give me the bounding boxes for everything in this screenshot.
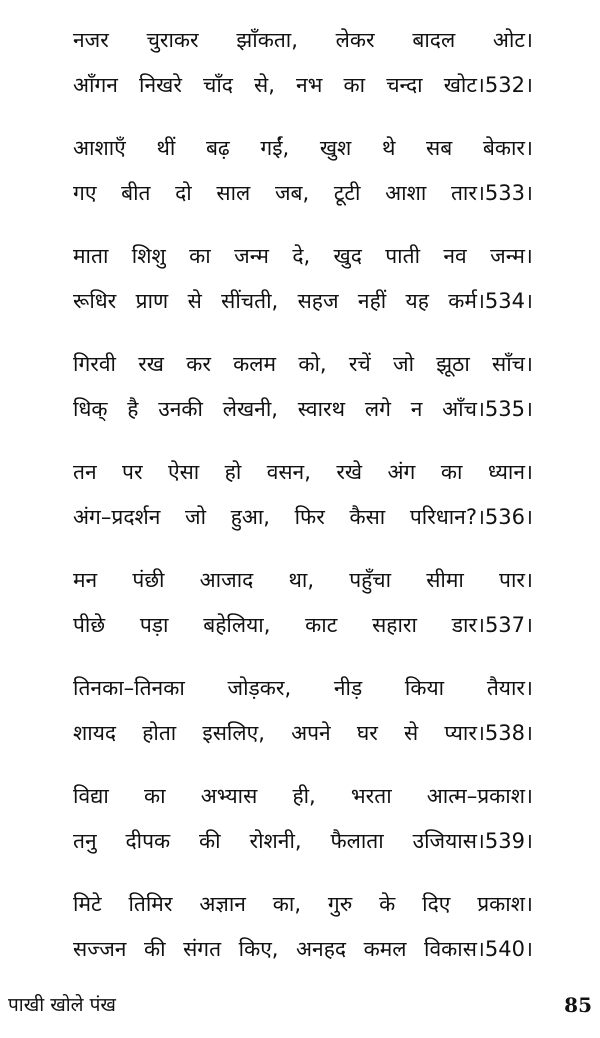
verse-word: सब xyxy=(426,136,453,160)
verse-word: नीड़ xyxy=(333,676,363,700)
verse-word: आशा xyxy=(385,181,427,205)
verse-word: लगे xyxy=(364,397,391,421)
verse-word: को, xyxy=(298,352,327,376)
verse-word: पहुँचा xyxy=(349,568,392,592)
verse-word: प्रकाश। xyxy=(477,892,533,916)
verse-word: का xyxy=(143,784,166,808)
couplet xyxy=(73,882,533,990)
verse-word: जो xyxy=(185,505,207,529)
verse-word: बेकार। xyxy=(482,136,533,160)
verse-word: पीछे xyxy=(73,613,106,637)
verse-word: दो xyxy=(175,181,192,205)
verse-word: मिटे xyxy=(73,892,102,916)
verse-line xyxy=(73,18,533,63)
verse-word: का xyxy=(343,73,366,97)
verse-word: होता xyxy=(142,721,177,745)
verse-word: आत्म–प्रकाश। xyxy=(426,784,533,808)
verse-word: दे, xyxy=(292,244,311,268)
couplet xyxy=(73,18,533,126)
verse-word: बढ़ xyxy=(205,136,230,160)
verse-word: बहेलिया, xyxy=(203,613,271,637)
verse-word: तिनका–तिनका xyxy=(73,676,185,700)
verse-word: निखरे xyxy=(139,73,182,97)
couplet xyxy=(73,666,533,774)
verse-word: गिरवी xyxy=(73,352,116,376)
verse-word: नहीं xyxy=(357,289,387,313)
couplet xyxy=(73,774,533,882)
verse-word: खुद xyxy=(333,244,362,268)
verse-word: शिशु xyxy=(131,244,166,268)
verse-word: दीपक xyxy=(125,829,171,853)
verse-word: थीं xyxy=(156,136,176,160)
verse-word: परिधान?।536। xyxy=(409,505,533,529)
verse-word: का xyxy=(189,244,211,268)
verse-word: फैलाता xyxy=(330,829,384,853)
verse-word: अपने xyxy=(291,721,331,745)
verse-word: अनहद xyxy=(296,937,347,961)
verse-word: घर xyxy=(356,721,378,745)
verse-word: जन्म। xyxy=(490,244,533,268)
verse-word: पाती xyxy=(385,244,421,268)
verse-word: अंग xyxy=(387,460,416,484)
couplet xyxy=(73,126,533,234)
verse-line xyxy=(73,666,533,711)
verse-line xyxy=(73,171,533,216)
book-title: पाखी खोले पंख xyxy=(8,994,116,1016)
verse-word: न xyxy=(410,397,423,421)
couplet xyxy=(73,558,533,666)
verse-word: ही, xyxy=(292,784,316,808)
verse-word: अंग–प्रदर्शन xyxy=(73,505,161,529)
page-number: 85 xyxy=(564,993,592,1017)
verse-word: जन्म xyxy=(234,244,269,268)
verse-line xyxy=(73,279,533,324)
verse-word: यह xyxy=(405,289,429,313)
verse-word: भरता xyxy=(350,784,392,808)
verse-word: रूधिर xyxy=(73,289,117,313)
verse-word: गईं, xyxy=(260,136,290,160)
verse-word: तनु xyxy=(73,829,97,853)
verse-word: गुरु xyxy=(327,892,353,916)
verse-word: हुआ, xyxy=(230,505,270,529)
verse-word: पंछी xyxy=(132,568,165,592)
verse-word: की xyxy=(199,829,221,853)
verse-word: गए xyxy=(73,181,97,205)
verse-line xyxy=(73,882,533,927)
verse-word: के xyxy=(379,892,396,916)
verse-word: है xyxy=(127,397,139,421)
verse-word: टूटी xyxy=(333,181,361,205)
verse-word: का, xyxy=(272,892,302,916)
verse-word: ओट। xyxy=(492,28,533,52)
verse-word: खोट।532। xyxy=(443,73,533,97)
verse-word: आँच।535। xyxy=(442,397,533,421)
verse-word: आशाएँ xyxy=(73,136,126,160)
verse-word: चुराकर xyxy=(146,28,199,52)
verse-line xyxy=(73,927,533,972)
verse-word: कलम xyxy=(233,352,277,376)
verse-word: कैसा xyxy=(349,505,386,529)
verse-line xyxy=(73,711,533,756)
verse-word: सहज xyxy=(297,289,339,313)
verse-word: नव xyxy=(443,244,467,268)
verse-word: वसन, xyxy=(266,460,311,484)
verse-word: कर्म।534। xyxy=(448,289,533,313)
verse-word: प्यार।538। xyxy=(444,721,533,745)
verse-word: किए, xyxy=(238,937,279,961)
verse-word: था, xyxy=(288,568,315,592)
verse-word: चाँद xyxy=(203,73,233,97)
verse-word: सहारा xyxy=(372,613,417,637)
verse-word: माता xyxy=(73,244,109,268)
verse-word: अज्ञान xyxy=(199,892,246,916)
verse-word: कमल xyxy=(363,937,407,961)
verse-word: स्वारथ xyxy=(297,397,346,421)
verse-word: दिए xyxy=(422,892,451,916)
verse-word: अभ्यास xyxy=(200,784,258,808)
verse-word: लेखनी, xyxy=(222,397,278,421)
verse-word: प्राण xyxy=(135,289,169,313)
verse-line xyxy=(73,342,533,387)
verse-word: पर xyxy=(122,460,143,484)
verse-word: तिमिर xyxy=(128,892,173,916)
verse-word: रचें xyxy=(348,352,371,376)
verse-line xyxy=(73,234,533,279)
verse-line xyxy=(73,450,533,495)
verse-word: से xyxy=(187,289,202,313)
verse-word: पार। xyxy=(499,568,533,592)
verse-word: फिर xyxy=(294,505,325,529)
verse-word: से, xyxy=(254,73,275,97)
verse-word: विकास।540। xyxy=(424,937,533,961)
verse-word: जोड़कर, xyxy=(227,676,292,700)
verse-word: सज्जन xyxy=(73,937,127,961)
verse-word: सींचती, xyxy=(221,289,279,313)
verse-word: रख xyxy=(138,352,164,376)
verse-word: डार।537। xyxy=(451,613,533,637)
verse-line xyxy=(73,126,533,171)
verse-word: साँच। xyxy=(492,352,533,376)
verse-word: तैयार। xyxy=(486,676,533,700)
verse-word: आजाद xyxy=(199,568,254,592)
verse-word: आँगन xyxy=(73,73,118,97)
verse-word: नजर xyxy=(73,28,109,52)
couplet xyxy=(73,450,533,558)
verse-word: विद्या xyxy=(73,784,109,808)
verse-word: उनकी xyxy=(158,397,203,421)
verse-word: संगत xyxy=(183,937,222,961)
verse-word: का xyxy=(440,460,463,484)
verse-word: हो xyxy=(224,460,242,484)
verse-word: थे xyxy=(381,136,396,160)
verse-line xyxy=(73,558,533,603)
verse-line xyxy=(73,603,533,648)
verse-word: तन xyxy=(73,460,97,484)
verse-line xyxy=(73,495,533,540)
verse-word: शायद xyxy=(73,721,117,745)
verse-word: इसलिए, xyxy=(202,721,265,745)
couplet xyxy=(73,342,533,450)
verse-word: नभ xyxy=(296,73,323,97)
verse-line xyxy=(73,819,533,864)
verse-word: झूठा xyxy=(436,352,470,376)
verse-word: मन xyxy=(73,568,98,592)
couplet xyxy=(73,234,533,342)
verse-word: झाँकता, xyxy=(236,28,298,52)
verse-line xyxy=(73,387,533,432)
verse-word: ऐसा xyxy=(168,460,200,484)
verse-line xyxy=(73,774,533,819)
verse-word: जब, xyxy=(274,181,310,205)
verse-word: बादल xyxy=(412,28,456,52)
verse-word: काट xyxy=(305,613,338,637)
verse-word: कर xyxy=(186,352,211,376)
verse-word: किया xyxy=(404,676,445,700)
verse-word: खुश xyxy=(319,136,352,160)
verse-word: तार।533। xyxy=(450,181,533,205)
verse-word: उजियास।539। xyxy=(412,829,533,853)
verse-word: सीमा xyxy=(426,568,464,592)
verse-word: लेकर xyxy=(335,28,375,52)
verse-word: रखे xyxy=(336,460,363,484)
verse-word: से xyxy=(404,721,419,745)
verse-list xyxy=(73,18,533,990)
verse-line xyxy=(73,63,533,108)
verse-word: जो xyxy=(393,352,415,376)
verse-word: ध्यान। xyxy=(487,460,533,484)
verse-word: धिक् xyxy=(73,397,108,421)
verse-word: बीत xyxy=(121,181,151,205)
verse-word: पड़ा xyxy=(139,613,169,637)
verse-word: चन्दा xyxy=(386,73,423,97)
verse-word: रोशनी, xyxy=(249,829,302,853)
verse-word: साल xyxy=(216,181,251,205)
verse-word: की xyxy=(143,937,166,961)
